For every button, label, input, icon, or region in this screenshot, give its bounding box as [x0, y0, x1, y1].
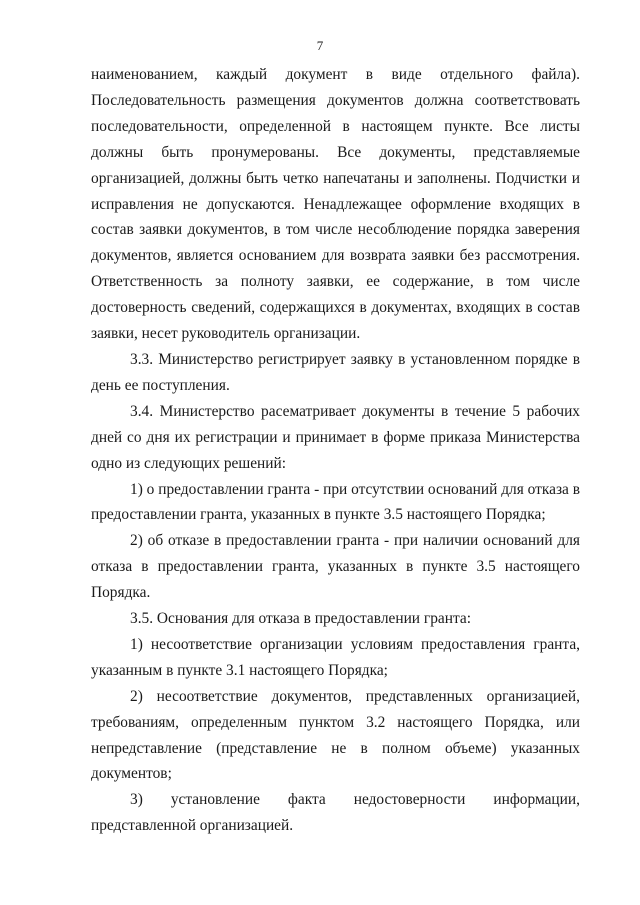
- page-number: 7: [316, 38, 324, 53]
- document-body: [91, 62, 580, 839]
- paragraph-3-3: 3.3. Министерство регистрирует заявку в установленном порядке в день ее поступления.: [91, 350, 580, 394]
- paragraph-continuation: наименованием, каждый документ в виде отдельного файла). Последовательность размещения документов должна соответствовать последовательности, определенной в настоящем пункте. Все листы должны быть пронумерованы. Все документы, представляемые организацией, должны быть четко напечатаны и заполнены. Подчистки и исправления не допускаются. Ненадлежащее оформление входящих в состав заявки документов, в том числе несоблюдение порядка заверения документов, является основанием для возврата заявки без рассмотрения. Ответственность за полноту заявки, ее содержание, в том числе достоверность сведений, содержащихся в документах, входящих в состав заявки, несет руководитель организации.: [91, 66, 580, 343]
- list-item-3-4-2: 2) об отказе в предоставлении гранта - при наличии оснований для отказа в предоставлении гранта, указанных в пункте 3.5 настоящего Порядка.: [91, 532, 580, 602]
- list-item-3-5-2: 2) несоответствие документов, представленных организацией, требованиям, определенным пунктом 3.2 настоящего Порядка, или непредставление (представление не в полном объеме) указанных документов;: [91, 687, 580, 783]
- paragraph-3-4: 3.4. Министерство расематривает документы в течение 5 рабочих дней со дня их регистрации и принимает в форме приказа Министерства одно из следующих решений:: [91, 402, 580, 472]
- list-item-3-4-1: 1) о предоставлении гранта - при отсутствии оснований для отказа в предоставлении гранта, указанных в пункте 3.5 настоящего Порядка;: [91, 480, 580, 524]
- list-item-3-5-1: 1) несоответствие организации условиям предоставления гранта, указанным в пункте 3.1 настоящего Порядка;: [91, 635, 580, 679]
- paragraph-3-5: 3.5. Основания для отказа в предоставлении гранта:: [130, 610, 471, 628]
- list-item-3-5-3: 3) установление факта недостоверности информации, представленной организацией.: [91, 791, 580, 835]
